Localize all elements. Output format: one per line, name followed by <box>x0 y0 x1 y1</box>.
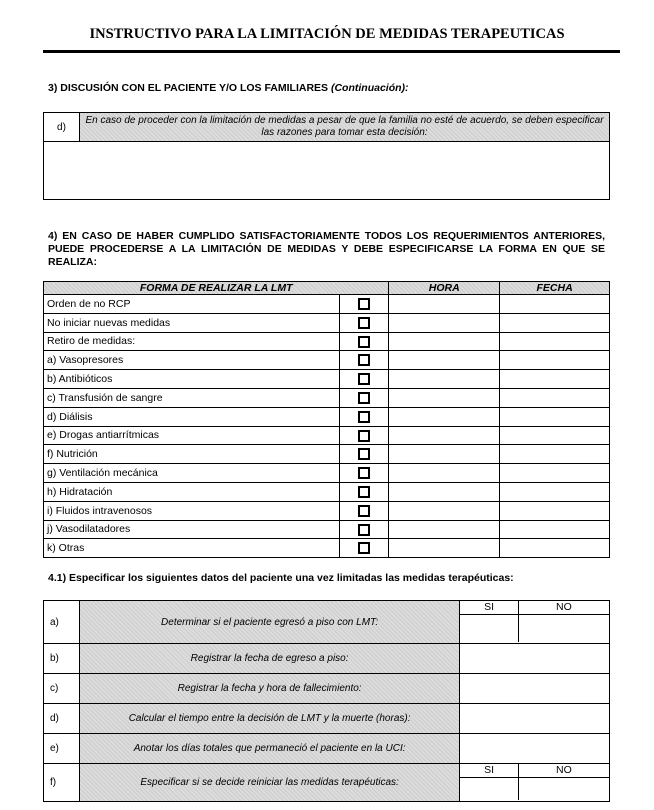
patient-row-question: Registrar la fecha y hora de fallecimiento: <box>79 674 459 704</box>
lmt-checkbox[interactable] <box>358 467 370 479</box>
section3-item-label: d) <box>44 113 80 142</box>
lmt-checkbox-cell <box>340 295 389 314</box>
table-row <box>44 426 610 445</box>
lmt-fecha-cell[interactable] <box>500 445 610 464</box>
section3-item-d-box <box>43 112 610 200</box>
table-row <box>44 704 610 734</box>
lmt-checkbox-cell <box>340 520 389 539</box>
lmt-row-label: Retiro de medidas: <box>44 332 340 351</box>
answer-cell[interactable] <box>460 674 610 704</box>
lmt-checkbox[interactable] <box>358 373 370 385</box>
patient-row-question: Registrar la fecha de egreso a piso: <box>79 644 459 674</box>
section3-continuation: (Continuación): <box>330 82 409 94</box>
lmt-checkbox-cell <box>340 351 389 370</box>
table-row <box>44 370 610 389</box>
lmt-checkbox[interactable] <box>358 430 370 442</box>
table-row <box>44 464 610 483</box>
lmt-hora-cell[interactable] <box>389 351 500 370</box>
answer-cell[interactable] <box>460 704 610 734</box>
lmt-hora-cell[interactable] <box>389 445 500 464</box>
patient-row-question: Anotar los días totales que permaneció el paciente en la UCI: <box>79 734 459 764</box>
table-row <box>44 520 610 539</box>
patient-row-label: b) <box>44 644 80 674</box>
lmt-checkbox-cell <box>340 332 389 351</box>
lmt-hora-cell[interactable] <box>389 539 500 558</box>
lmt-fecha-cell[interactable] <box>500 313 610 332</box>
lmt-checkbox[interactable] <box>358 392 370 404</box>
table-row <box>44 482 610 501</box>
patient-row-label: c) <box>44 674 80 704</box>
patient-row-question: Especificar si se decide reiniciar las medidas terapéuticas: <box>79 764 459 802</box>
table-row <box>44 501 610 520</box>
lmt-checkbox[interactable] <box>358 542 370 554</box>
lmt-checkbox-cell <box>340 445 389 464</box>
lmt-row-label: h) Hidratación <box>44 482 340 501</box>
table-row <box>44 332 610 351</box>
lmt-fecha-cell[interactable] <box>500 520 610 539</box>
lmt-fecha-cell[interactable] <box>500 482 610 501</box>
lmt-fecha-cell[interactable] <box>500 370 610 389</box>
patient-row-label: a) <box>44 601 80 644</box>
no-answer-cell[interactable] <box>518 777 609 800</box>
lmt-hora-cell[interactable] <box>389 464 500 483</box>
lmt-checkbox-cell <box>340 426 389 445</box>
lmt-fecha-cell[interactable] <box>500 351 610 370</box>
lmt-checkbox-cell <box>340 370 389 389</box>
lmt-checkbox[interactable] <box>358 298 370 310</box>
lmt-row-label: a) Vasopresores <box>44 351 340 370</box>
table-row <box>44 674 610 704</box>
lmt-row-label: f) Nutrición <box>44 445 340 464</box>
section41-heading: 4.1) Especificar los siguientes datos del paciente una vez limitadas las medidas terapéuticas: <box>48 572 514 584</box>
table-row <box>44 295 610 314</box>
lmt-fecha-cell[interactable] <box>500 407 610 426</box>
lmt-hora-cell[interactable] <box>389 313 500 332</box>
table-row <box>44 734 610 764</box>
lmt-checkbox[interactable] <box>358 524 370 536</box>
lmt-checkbox-cell <box>340 407 389 426</box>
lmt-table <box>43 281 610 558</box>
lmt-checkbox-cell <box>340 464 389 483</box>
table-row <box>44 539 610 558</box>
lmt-hora-cell[interactable] <box>389 482 500 501</box>
lmt-row-label: b) Antibióticos <box>44 370 340 389</box>
lmt-hora-cell[interactable] <box>389 407 500 426</box>
lmt-fecha-cell[interactable] <box>500 388 610 407</box>
yes-label: SI <box>460 764 518 777</box>
lmt-fecha-cell[interactable] <box>500 501 610 520</box>
lmt-hora-cell[interactable] <box>389 332 500 351</box>
column-header-forma: FORMA DE REALIZAR LA LMT <box>44 282 389 295</box>
column-header-hora: HORA <box>389 282 500 295</box>
lmt-checkbox[interactable] <box>358 354 370 366</box>
lmt-hora-cell[interactable] <box>389 520 500 539</box>
yes-answer-cell[interactable] <box>460 614 518 642</box>
lmt-checkbox-cell <box>340 482 389 501</box>
column-header-fecha: FECHA <box>500 282 610 295</box>
patient-row-label: f) <box>44 764 80 802</box>
lmt-checkbox-cell <box>340 539 389 558</box>
lmt-hora-cell[interactable] <box>389 388 500 407</box>
lmt-checkbox-cell <box>340 313 389 332</box>
section3-heading <box>48 82 409 94</box>
lmt-checkbox[interactable] <box>358 448 370 460</box>
lmt-checkbox-cell <box>340 388 389 407</box>
no-label: NO <box>518 601 609 614</box>
table-row <box>44 601 610 644</box>
lmt-hora-cell[interactable] <box>389 501 500 520</box>
patient-row-label: d) <box>44 704 80 734</box>
patient-row-question: Determinar si el paciente egresó a piso con LMT: <box>79 601 459 644</box>
lmt-fecha-cell[interactable] <box>500 464 610 483</box>
lmt-row-label: i) Fluidos intravenosos <box>44 501 340 520</box>
yes-no-cell <box>460 764 610 802</box>
lmt-checkbox[interactable] <box>358 505 370 517</box>
lmt-row-label: g) Ventilación mecánica <box>44 464 340 483</box>
table-row <box>44 445 610 464</box>
answer-cell[interactable] <box>460 734 610 764</box>
document-title: INSTRUCTIVO PARA LA LIMITACIÓN DE MEDIDAS TERAPEUTICAS <box>89 26 565 42</box>
lmt-checkbox[interactable] <box>358 317 370 329</box>
lmt-checkbox[interactable] <box>358 336 370 348</box>
lmt-hora-cell[interactable] <box>389 370 500 389</box>
table-row <box>44 313 610 332</box>
lmt-fecha-cell[interactable] <box>500 295 610 314</box>
lmt-hora-cell[interactable] <box>389 295 500 314</box>
lmt-row-label: k) Otras <box>44 539 340 558</box>
yes-no-cell <box>460 601 610 644</box>
table-row <box>44 764 610 802</box>
section3-item-text: En caso de proceder con la limitación de medidas a pesar de que la familia no esté de acuerdo, se deben especificar las razones para tomar esta decisión: <box>80 113 609 142</box>
lmt-hora-cell[interactable] <box>389 426 500 445</box>
no-label: NO <box>518 764 609 777</box>
lmt-checkbox[interactable] <box>358 486 370 498</box>
lmt-row-label: No iniciar nuevas medidas <box>44 313 340 332</box>
answer-cell[interactable] <box>460 644 610 674</box>
lmt-row-label: c) Transfusión de sangre <box>44 388 340 407</box>
table-row <box>44 388 610 407</box>
lmt-checkbox[interactable] <box>358 411 370 423</box>
section4-heading: 4) EN CASO DE HABER CUMPLIDO SATISFACTORIAMENTE TODOS LOS REQUERIMIENTOS ANTERIORES, PUEDE PROCEDERSE A LA LIMITACIÓN DE MEDIDAS Y DEBE ESPECIFICARSE LA FORMA EN QUE SE REALIZA: <box>48 230 605 268</box>
patient-row-question: Calcular el tiempo entre la decisión de LMT y la muerte (horas): <box>79 704 459 734</box>
patient-row-label: e) <box>44 734 80 764</box>
section3-heading-text: 3) DISCUSIÓN CON EL PACIENTE Y/O LOS FAMILIARES <box>48 82 329 94</box>
table-row <box>44 407 610 426</box>
lmt-row-label: j) Vasodilatadores <box>44 520 340 539</box>
lmt-checkbox-cell <box>340 501 389 520</box>
table-row <box>44 644 610 674</box>
lmt-fecha-cell[interactable] <box>500 539 610 558</box>
lmt-row-label: d) Diálisis <box>44 407 340 426</box>
title-rule <box>43 50 620 53</box>
no-answer-cell[interactable] <box>518 614 609 642</box>
lmt-row-label: e) Drogas antiarrítmicas <box>44 426 340 445</box>
yes-label: SI <box>460 601 518 614</box>
table-row <box>44 351 610 370</box>
patient-data-table <box>43 600 610 802</box>
lmt-fecha-cell[interactable] <box>500 332 610 351</box>
yes-answer-cell[interactable] <box>460 777 518 800</box>
lmt-row-label: Orden de no RCP <box>44 295 340 314</box>
lmt-fecha-cell[interactable] <box>500 426 610 445</box>
